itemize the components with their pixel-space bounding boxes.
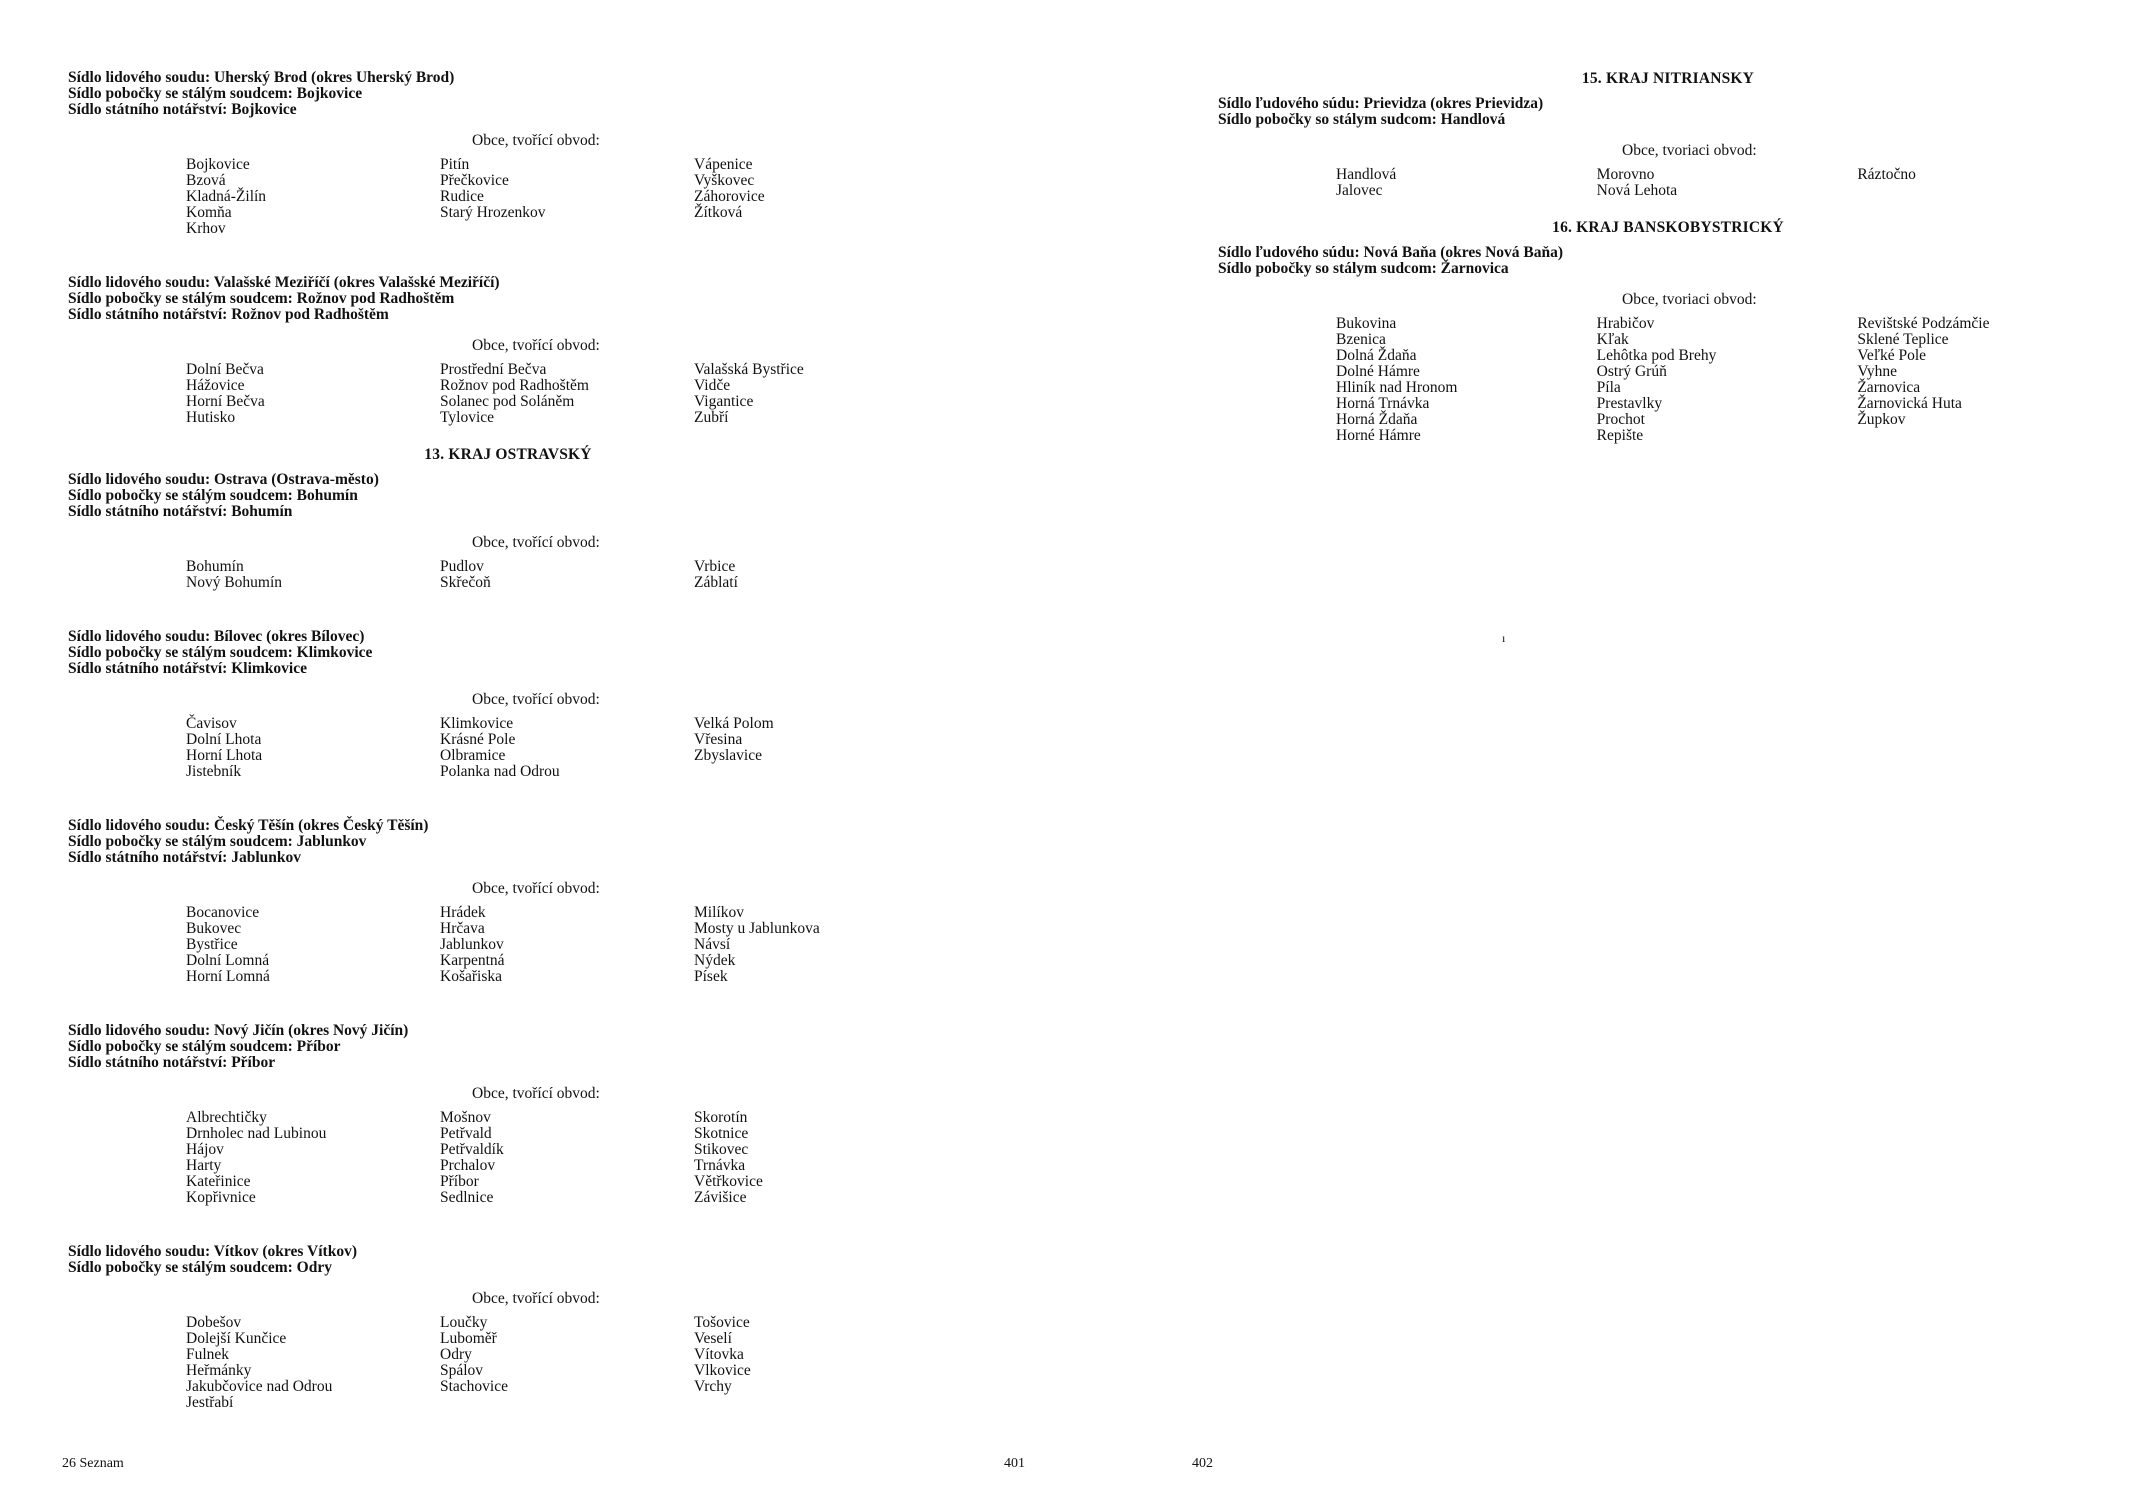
municipality-name: Žítková	[694, 204, 743, 221]
municipality-name: Závišice	[694, 1189, 747, 1206]
municipality-name: Návsí	[694, 936, 731, 953]
municipality-column	[694, 157, 948, 237]
municipality-name: Polanka nad Odrou	[440, 763, 560, 780]
municipality-name: Klimkovice	[440, 715, 514, 732]
municipality-column	[440, 905, 694, 985]
branch-seat-line: Sídlo pobočky se stálým soudcem: Příbor	[68, 1038, 341, 1055]
court-seat-line: Sídlo lidového soudu: Český Těšín (okres Český Těšín)	[68, 817, 429, 834]
municipality-column	[694, 362, 948, 426]
municipality-column	[440, 1315, 694, 1411]
municipality-column	[440, 157, 694, 237]
municipality-name: Horní Bečva	[186, 393, 265, 410]
municipality-name: Horná Trnávka	[1336, 395, 1430, 412]
municipality-name: Horná Ždaňa	[1336, 411, 1418, 428]
municipality-column	[1597, 167, 1858, 199]
municipality-name: Bzenica	[1336, 331, 1386, 348]
stray-print-mark: ı	[1502, 631, 1506, 645]
municipality-name: Žarnovica	[1857, 379, 1921, 396]
municipality-name: Vyškovec	[694, 172, 755, 189]
municipality-name: Drnholec nad Lubinou	[186, 1125, 327, 1142]
municipality-name: Bocanovice	[186, 904, 260, 921]
municipality-name: Milíkov	[694, 904, 744, 921]
branch-seat-line: Sídlo pobočky so stálym sudcom: Žarnovica	[1218, 260, 1509, 277]
municipality-name: Nýdek	[694, 952, 736, 969]
municipality-name: Horní Lhota	[186, 747, 263, 764]
municipality-name: Tylovice	[440, 409, 495, 426]
municipality-name: Odry	[440, 1346, 472, 1363]
municipalities-label: Obce, tvoriaci obvod:	[1622, 291, 1757, 308]
municipality-name: Sklené Teplice	[1857, 331, 1949, 348]
municipality-name: Hážovice	[186, 377, 245, 394]
municipality-name: Trnávka	[694, 1157, 746, 1174]
municipality-name: Hrčava	[440, 920, 485, 937]
court-section	[68, 472, 948, 591]
municipality-column	[1857, 316, 2118, 444]
municipality-name: Záblatí	[694, 574, 738, 591]
municipalities-label: Obce, tvořící obvod:	[472, 534, 600, 551]
municipality-column	[1336, 167, 1597, 199]
municipality-name: Spálov	[440, 1362, 484, 1379]
municipality-name: Horní Lomná	[186, 968, 270, 985]
municipality-name: Dolejší Kunčice	[186, 1330, 287, 1347]
municipality-name: Vidče	[694, 377, 731, 394]
branch-seat-line: Sídlo pobočky se stálým soudcem: Bojkovice	[68, 85, 363, 102]
municipality-name: Dobešov	[186, 1314, 242, 1331]
municipality-name: Vigantice	[694, 393, 754, 410]
municipality-name: Pitín	[440, 156, 470, 173]
municipality-name: Dolní Lomná	[186, 952, 270, 969]
branch-seat-line: Sídlo pobočky se stálým soudcem: Jablunkov	[68, 833, 367, 850]
municipality-name: Bojkovice	[186, 156, 250, 173]
municipality-name: Zubří	[694, 409, 729, 426]
municipality-name: Kateřinice	[186, 1173, 251, 1190]
municipality-name: Kľak	[1596, 331, 1629, 348]
municipality-column	[694, 559, 948, 591]
municipality-name: Bzová	[186, 172, 226, 189]
municipality-name: Bukovec	[186, 920, 242, 937]
municipality-name: Příbor	[440, 1173, 479, 1190]
municipality-name: Prestavlky	[1596, 395, 1663, 412]
municipality-name: Velká Polom	[694, 715, 774, 732]
page-number-left: 401	[1004, 1456, 1025, 1471]
court-seat-line: Sídlo lidového soudu: Nový Jičín (okres Nový Jičín)	[68, 1022, 409, 1039]
municipality-name: Sedlnice	[440, 1189, 494, 1206]
municipality-name: Vrchy	[694, 1378, 732, 1395]
municipality-name: Karpentná	[440, 952, 505, 969]
municipality-name: Tošovice	[694, 1314, 750, 1331]
municipality-column	[186, 559, 440, 591]
municipality-name: Vyhne	[1857, 363, 1897, 380]
municipality-column	[694, 1110, 948, 1206]
municipality-name: Revištské Podzámčie	[1857, 315, 1990, 332]
municipalities-label: Obce, tvořící obvod:	[472, 880, 600, 897]
municipality-name: Lehôtka pod Brehy	[1596, 347, 1717, 364]
municipality-name: Vřesina	[694, 731, 743, 748]
court-seat-line: Sídlo lidového soudu: Valašské Meziříčí (okres Valašské Meziříčí)	[68, 274, 500, 291]
municipality-name: Olbramice	[440, 747, 506, 764]
municipality-column	[186, 362, 440, 426]
notary-seat-line: Sídlo státního notářství: Jablunkov	[68, 849, 301, 866]
municipality-name: Ostrý Grúň	[1596, 363, 1667, 380]
municipalities-label: Obce, tvořící obvod:	[472, 1085, 600, 1102]
municipality-name: Krásné Pole	[440, 731, 516, 748]
municipalities-label: Obce, tvořící obvod:	[472, 132, 600, 149]
region-heading: 16. KRAJ BANSKOBYSTRICKÝ	[1552, 219, 1784, 236]
municipality-columns	[68, 1315, 948, 1411]
municipality-name: Rudice	[440, 188, 484, 205]
municipality-name: Handlová	[1336, 166, 1397, 183]
court-section	[68, 1023, 948, 1206]
municipality-name: Mosty u Jablunkova	[694, 920, 820, 937]
municipality-columns	[68, 1110, 948, 1206]
section-spacer	[68, 1206, 948, 1244]
municipality-name: Albrechtičky	[186, 1109, 267, 1126]
municipality-name: Jestřabí	[186, 1394, 234, 1411]
municipality-name: Mošnov	[440, 1109, 491, 1126]
municipality-column	[1336, 316, 1597, 444]
notary-seat-line: Sídlo státního notářství: Příbor	[68, 1054, 276, 1071]
municipality-name: Starý Hrozenkov	[440, 204, 546, 221]
municipality-name: Stikovec	[694, 1141, 749, 1158]
municipality-name: Jistebník	[186, 763, 242, 780]
court-seat-line: Sídlo lidového soudu: Ostrava (Ostrava-město)	[68, 471, 379, 488]
municipality-name: Vítovka	[694, 1346, 744, 1363]
municipality-name: Harty	[186, 1157, 222, 1174]
municipalities-label: Obce, tvořící obvod:	[472, 337, 600, 354]
municipality-name: Valašská Bystřice	[694, 361, 804, 378]
municipality-name: Bukovina	[1336, 315, 1397, 332]
municipality-name: Skorotín	[694, 1109, 748, 1126]
court-seat-line: Sídlo lidového soudu: Uherský Brod (okres Uherský Brod)	[68, 69, 455, 86]
municipality-name: Bystřice	[186, 936, 238, 953]
municipality-column	[440, 559, 694, 591]
municipality-name: Nová Lehota	[1596, 182, 1678, 199]
municipality-name: Jablunkov	[440, 936, 504, 953]
municipality-columns	[68, 716, 948, 780]
section-spacer	[68, 985, 948, 1023]
municipality-name: Solanec pod Soláněm	[440, 393, 575, 410]
municipality-columns	[1218, 167, 2118, 199]
municipality-column	[440, 1110, 694, 1206]
municipality-name: Dolní Lhota	[186, 731, 262, 748]
court-section	[68, 70, 948, 237]
municipality-columns	[68, 362, 948, 426]
municipality-name: Repište	[1596, 427, 1644, 444]
court-section	[68, 275, 948, 426]
notary-seat-line: Sídlo státního notářství: Bojkovice	[68, 101, 297, 118]
municipality-name: Horné Hámre	[1336, 427, 1421, 444]
municipality-name: Dolná Ždaňa	[1336, 347, 1417, 364]
section-spacer	[68, 237, 948, 275]
municipalities-label: Obce, tvořící obvod:	[472, 1290, 600, 1307]
municipality-column	[186, 1110, 440, 1206]
municipality-name: Jalovec	[1336, 182, 1383, 199]
municipality-column	[440, 362, 694, 426]
right-page-content	[1218, 70, 2118, 444]
court-section	[68, 818, 948, 985]
municipality-name: Nový Bohumín	[186, 574, 283, 591]
right-page	[1078, 0, 2156, 1500]
court-section	[68, 1244, 948, 1411]
section-spacer	[68, 591, 948, 629]
municipality-name: Záhorovice	[694, 188, 765, 205]
municipality-name: Hliník nad Hronom	[1336, 379, 1458, 396]
municipality-columns	[68, 559, 948, 591]
municipality-name: Loučky	[440, 1314, 488, 1331]
municipality-columns	[1218, 316, 2118, 444]
municipality-name: Skotnice	[694, 1125, 749, 1142]
municipality-name: Dolní Bečva	[186, 361, 264, 378]
municipality-name: Prostřední Bečva	[440, 361, 547, 378]
notary-seat-line: Sídlo státního notářství: Bohumín	[68, 503, 293, 520]
municipality-columns	[68, 157, 948, 237]
municipality-name: Petřvaldík	[440, 1141, 504, 1158]
municipality-name: Píla	[1596, 379, 1621, 396]
municipalities-label: Obce, tvořící obvod:	[472, 691, 600, 708]
municipality-column	[186, 157, 440, 237]
municipality-column	[186, 905, 440, 985]
municipality-name: Hutisko	[186, 409, 236, 426]
court-section	[1218, 245, 2118, 444]
municipality-name: Veselí	[694, 1330, 732, 1347]
municipality-name: Kopřivnice	[186, 1189, 256, 1206]
municipality-name: Jakubčovice nad Odrou	[186, 1378, 333, 1395]
municipalities-label: Obce, tvoriaci obvod:	[1622, 142, 1757, 159]
left-page-content	[68, 70, 948, 1411]
municipality-name: Petřvald	[440, 1125, 492, 1142]
branch-seat-line: Sídlo pobočky se stálým soudcem: Odry	[68, 1259, 332, 1276]
municipality-name: Stachovice	[440, 1378, 509, 1395]
branch-seat-line: Sídlo pobočky se stálým soudcem: Bohumín	[68, 487, 358, 504]
municipality-name: Hájov	[186, 1141, 224, 1158]
municipality-name: Ráztočno	[1857, 166, 1916, 183]
municipality-name: Vlkovice	[694, 1362, 751, 1379]
municipality-name: Skřečoň	[440, 574, 491, 591]
municipality-name: Vápenice	[694, 156, 753, 173]
branch-seat-line: Sídlo pobočky se stálým soudcem: Klimkovice	[68, 644, 373, 661]
footer-signature: 26 Seznam	[62, 1456, 124, 1471]
section-spacer	[68, 780, 948, 818]
municipality-name: Rožnov pod Radhoštěm	[440, 377, 589, 394]
region-heading: 13. KRAJ OSTRAVSKÝ	[424, 446, 592, 463]
municipality-name: Dolné Hámre	[1336, 363, 1420, 380]
municipality-name: Komňa	[186, 204, 232, 221]
municipality-name: Župkov	[1857, 411, 1906, 428]
municipality-name: Zbyslavice	[694, 747, 763, 764]
court-section	[68, 629, 948, 780]
municipality-name: Heřmánky	[186, 1362, 252, 1379]
municipality-column	[694, 716, 948, 780]
branch-seat-line: Sídlo pobočky se stálým soudcem: Rožnov pod Radhoštěm	[68, 290, 455, 307]
municipality-name: Krhov	[186, 220, 226, 237]
municipality-column	[1597, 316, 1858, 444]
court-seat-line: Sídlo ľudového súdu: Prievidza (okres Prievidza)	[1218, 95, 1544, 112]
municipality-name: Hrádek	[440, 904, 486, 921]
municipality-columns	[68, 905, 948, 985]
court-seat-line: Sídlo lidového soudu: Vítkov (okres Vítkov)	[68, 1243, 357, 1260]
municipality-column	[694, 1315, 948, 1411]
municipality-name: Žarnovická Huta	[1857, 395, 1962, 412]
page-number-right: 402	[1192, 1456, 1213, 1471]
municipality-name: Čavisov	[186, 715, 237, 732]
municipality-name: Veľké Pole	[1857, 347, 1927, 364]
branch-seat-line: Sídlo pobočky so stálym sudcom: Handlová	[1218, 111, 1506, 128]
notary-seat-line: Sídlo státního notářství: Klimkovice	[68, 660, 307, 677]
municipality-name: Kladná-Žilín	[186, 188, 267, 205]
municipality-name: Hrabičov	[1596, 315, 1655, 332]
municipality-name: Větřkovice	[694, 1173, 763, 1190]
court-section	[1218, 96, 2118, 199]
municipality-name: Luboměř	[440, 1330, 497, 1347]
municipality-name: Přečkovice	[440, 172, 509, 189]
municipality-name: Pudlov	[440, 558, 484, 575]
municipality-name: Fulnek	[186, 1346, 230, 1363]
region-heading: 15. KRAJ NITRIANSKY	[1581, 70, 1755, 87]
municipality-name: Prchalov	[440, 1157, 496, 1174]
municipality-name: Vrbice	[694, 558, 736, 575]
municipality-column	[186, 716, 440, 780]
municipality-name: Košařiska	[440, 968, 502, 985]
municipality-name: Prochot	[1596, 411, 1645, 428]
municipality-column	[1857, 167, 2118, 199]
municipality-column	[186, 1315, 440, 1411]
municipality-column	[694, 905, 948, 985]
municipality-column	[440, 716, 694, 780]
municipality-name: Písek	[694, 968, 728, 985]
court-seat-line: Sídlo ľudového súdu: Nová Baňa (okres Nová Baňa)	[1218, 244, 1564, 261]
court-seat-line: Sídlo lidového soudu: Bílovec (okres Bílovec)	[68, 628, 365, 645]
notary-seat-line: Sídlo státního notářství: Rožnov pod Radhoštěm	[68, 306, 389, 323]
municipality-name: Morovno	[1596, 166, 1655, 183]
municipality-name: Bohumín	[186, 558, 244, 575]
